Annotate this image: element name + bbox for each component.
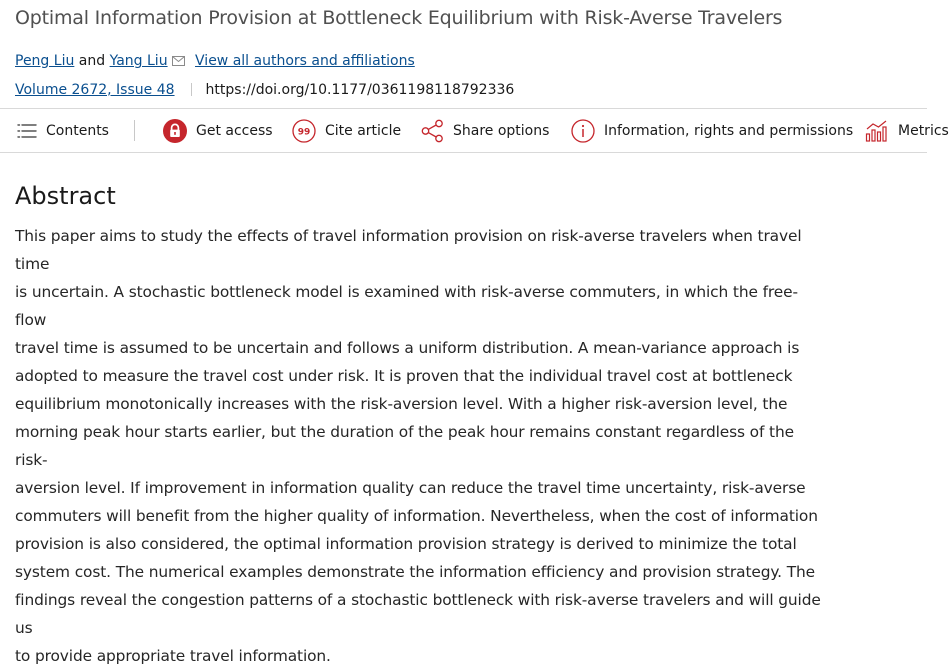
abstract-line: findings reveal the congestion patterns of a stochastic bottleneck with risk-averse travelers and will guide us xyxy=(15,591,821,637)
author-link-yang-liu[interactable]: Yang Liu xyxy=(109,53,168,69)
share-icon xyxy=(421,119,444,143)
abstract-line: commuters will benefit from the higher quality of information. Nevertheless, when the cost of information xyxy=(15,507,818,525)
share-options-label: Share options xyxy=(453,122,550,139)
abstract-heading: Abstract xyxy=(15,182,116,210)
volume-issue-link[interactable]: Volume 2672, Issue 48 xyxy=(15,82,175,98)
abstract-line: is uncertain. A stochastic bottleneck model is examined with risk-averse commuters, in which the free-flow xyxy=(15,283,798,329)
abstract-line: travel time is assumed to be uncertain and follows a uniform distribution. A mean-variance approach is xyxy=(15,339,800,357)
author-link-peng-liu[interactable]: Peng Liu xyxy=(15,53,75,69)
abstract-line: adopted to measure the travel cost under risk. It is proven that the individual travel cost at bottleneck xyxy=(15,367,793,385)
toolbar-divider xyxy=(134,120,135,141)
article-title: Optimal Information Provision at Bottleneck Equilibrium with Risk-Averse Travelers xyxy=(15,7,783,29)
publication-info xyxy=(15,80,514,100)
author-line xyxy=(15,51,415,72)
cite-article-label: Cite article xyxy=(325,122,402,139)
metrics-label: Metrics xyxy=(898,122,949,139)
share-options-button[interactable] xyxy=(421,109,549,152)
contents-button[interactable] xyxy=(17,109,109,152)
information-rights-button[interactable] xyxy=(571,109,853,152)
divider xyxy=(191,83,192,96)
abstract-line: provision is also considered, the optimal information provision strategy is derived to minimize the total xyxy=(15,535,797,553)
svg-text:99: 99 xyxy=(297,127,311,137)
get-access-label: Get access xyxy=(196,122,273,139)
list-icon xyxy=(17,123,37,139)
info-icon xyxy=(571,119,595,143)
abstract-text xyxy=(15,222,827,670)
information-rights-label: Information, rights and permissions xyxy=(604,122,854,139)
article-toolbar xyxy=(0,108,949,153)
view-all-authors-link[interactable]: View all authors and affiliations xyxy=(195,53,415,69)
abstract-line: system cost. The numerical examples demonstrate the information efficiency and provision strategy. The xyxy=(15,563,815,581)
quote-icon xyxy=(292,119,316,143)
bar-chart-icon xyxy=(865,119,889,143)
abstract-line: equilibrium monotonically increases with the risk-aversion level. With a higher risk-aversion level, the xyxy=(15,395,788,413)
contents-label: Contents xyxy=(46,122,109,139)
get-access-button[interactable] xyxy=(163,109,273,152)
envelope-icon[interactable] xyxy=(172,52,185,72)
abstract-line: This paper aims to study the effects of travel information provision on risk-averse travelers when travel time xyxy=(15,227,802,273)
abstract-line: morning peak hour starts earlier, but the duration of the peak hour remains constant regardless of the risk- xyxy=(15,423,794,469)
abstract-line: to provide appropriate travel information. xyxy=(15,647,331,665)
metrics-button[interactable] xyxy=(865,109,949,152)
doi-text[interactable]: https://doi.org/10.1177/0361198118792336 xyxy=(205,82,515,98)
and-text: and xyxy=(78,53,106,69)
abstract-line: aversion level. If improvement in information quality can reduce the travel time uncertainty, risk-averse xyxy=(15,479,806,497)
lock-icon xyxy=(163,119,187,143)
cite-article-button[interactable] xyxy=(292,109,401,152)
